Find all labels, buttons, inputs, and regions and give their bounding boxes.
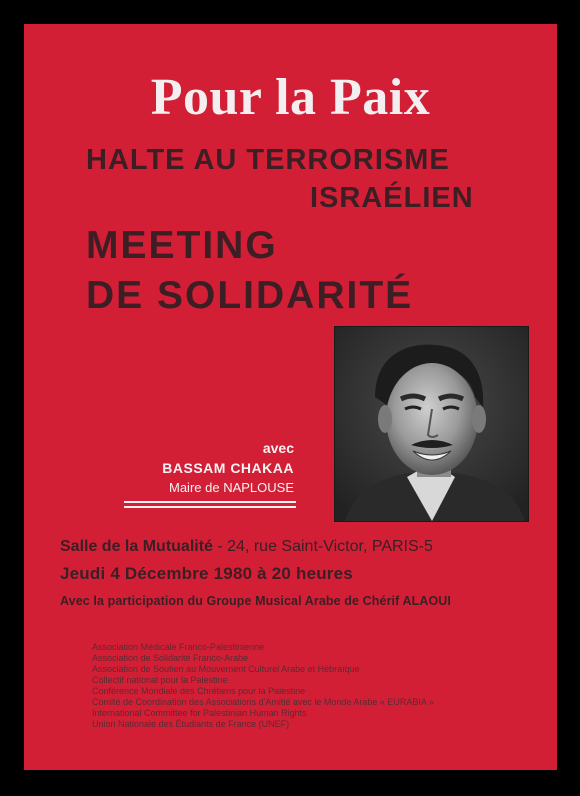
avec-label: avec [262, 440, 294, 456]
organizations-list [92, 642, 434, 730]
event-date: Jeudi 4 Décembre 1980 à 20 heures [60, 564, 353, 583]
slogan-line-1: HALTE AU TERRORISME [86, 144, 450, 176]
underline-rule [124, 501, 296, 503]
venue-address: - 24, rue Saint-Victor, PARIS-5 [212, 538, 433, 555]
organization-item: Association de Soutien au Mouvement Culturel Arabe et Hébraïque [92, 664, 360, 674]
portrait-image [335, 327, 528, 521]
meeting-heading-1: MEETING [86, 224, 278, 267]
poster-title: Pour la Paix [150, 69, 431, 126]
venue-name: Salle de la Mutualité [60, 538, 213, 555]
speaker-role: Maire de NAPLOUSE [169, 480, 294, 495]
speaker-photo [334, 326, 529, 522]
organization-item: Conférence Mondiale des Chrétiens pour la Palestine [92, 686, 306, 696]
speaker-name: BASSAM CHAKAA [162, 460, 294, 476]
organization-item: Association Médicale Franco-Palestinienne [92, 642, 265, 652]
venue-line [60, 538, 433, 556]
meeting-heading-2: DE SOLIDARITÉ [86, 274, 414, 317]
organization-item: Union Nationale des Étudiants de France (UNEF) [92, 719, 290, 729]
participation-note: Avec la participation du Groupe Musical Arabe de Chérif ALAOUI [60, 594, 451, 608]
organization-item: Collectif national pour la Palestine [92, 675, 228, 685]
organization-item: International Committee for Palestinian Human Rights [92, 708, 307, 718]
organization-item: Comité de Coordination des Associations d'Amitié avec le Monde Arabe « EURABIA » [92, 697, 434, 707]
slogan-line-2: ISRAÉLIEN [310, 182, 474, 214]
organization-item: Association de Solidarité Franco-Arabe [92, 653, 249, 663]
poster [24, 24, 557, 770]
underline-rule [124, 506, 296, 508]
